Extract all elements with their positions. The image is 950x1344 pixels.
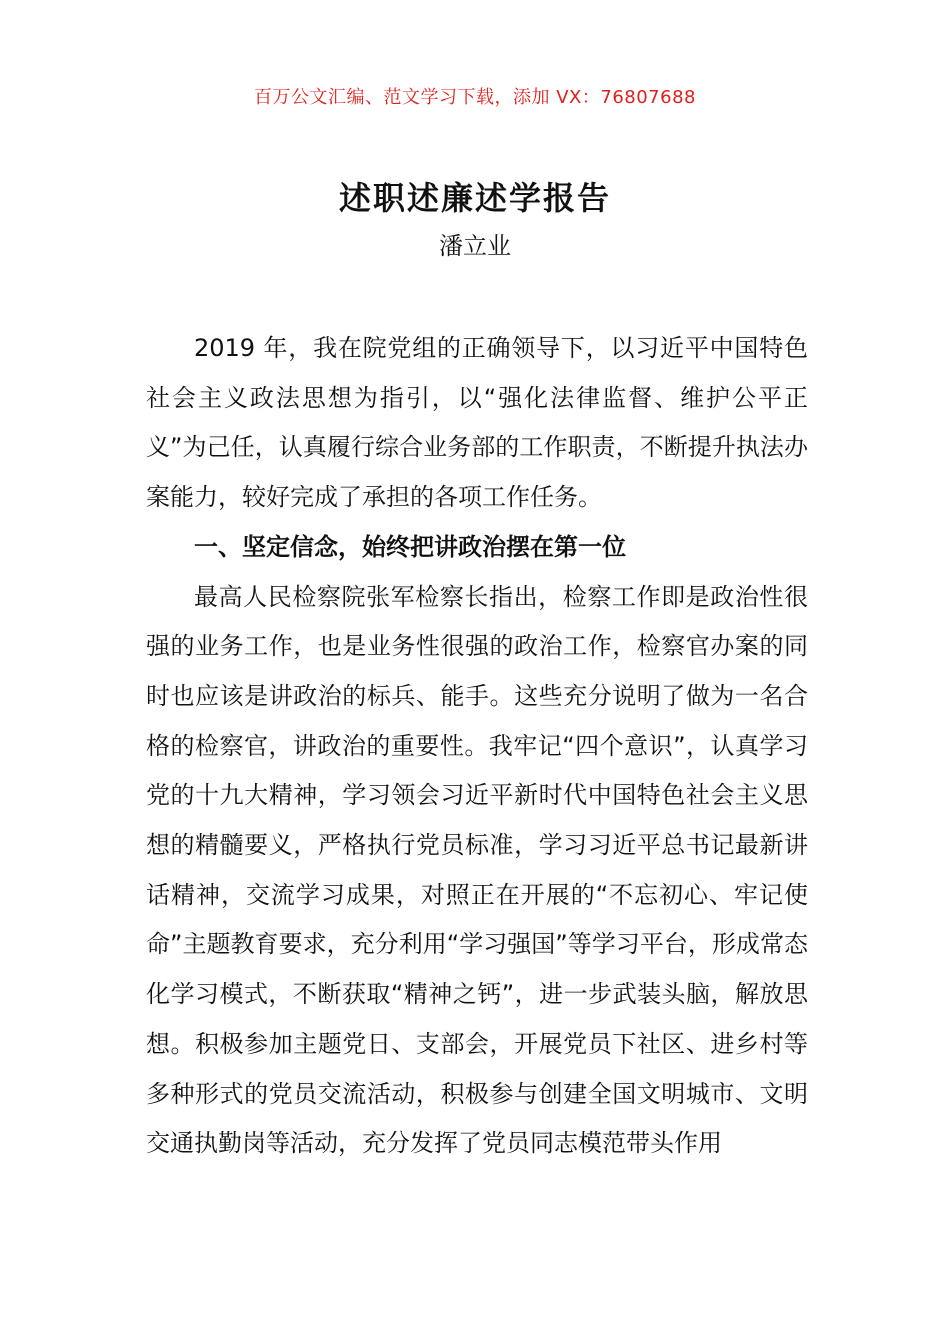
paragraph-intro: 2019 年，我在院党组的正确领导下，以习近平中国特色社会主义政法思想为指引，以“强化法律监督、维护公平正义”为己任，认真履行综合业务部的工作职责，不断提升执法办案能力，较好完成了承担的各项工作任务。: [146, 334, 808, 512]
header-note: 百万公文汇编、范文学习下载，添加 VX：76807688: [254, 87, 696, 108]
section-heading-1: 一、坚定信念，始终把讲政治摆在第一位: [194, 532, 626, 561]
document-title: 述职述廉述学报告: [338, 179, 611, 217]
paragraph-section-1: 最高人民检察院张军检察长指出，检察工作即是政治性很强的业务工作，也是业务性很强的政治工作，检察官办案的同时也应该是讲政治的标兵、能手。这些充分说明了做为一名合格的检察官，讲政治的重要性。我牢记“四个意识”，认真学习党的十九大精神，学习领会习近平新时代中国特色社会主义思想的精髓要义，严格执行党员标准，学习习近平总书记最新讲话精神，交流学习成果，对照正在开展的“不忘初心、牢记使命”主题教育要求，充分利用“学习强国”等学习平台，形成常态化学习模式，不断获取“精神之钙”，进一步武装头脑，解放思想。积极参加主题党日、支部会，开展党员下社区、进乡村等多种形式的党员交流活动，积极参与创建全国文明城市、文明交通执勤岗等活动，充分发挥了党员同志模范带头作用: [146, 582, 808, 1158]
author-name: 潘立业: [439, 232, 511, 260]
document-body: [146, 324, 808, 1169]
